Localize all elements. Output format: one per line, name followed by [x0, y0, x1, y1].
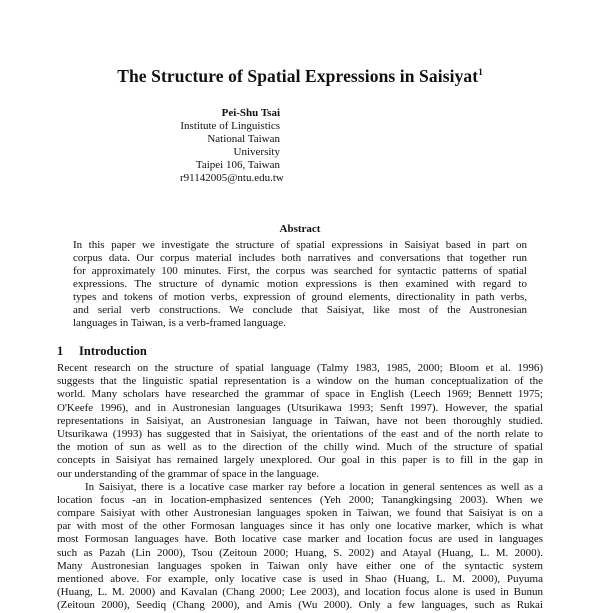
abstract-body [73, 239, 527, 330]
introduction-body [57, 362, 543, 613]
title-footnote-mark: 1 [478, 67, 483, 77]
abstract-line: types and tokens of motion verbs, expression of ground elements, directionality in path verbs, [73, 291, 527, 303]
abstract-heading: Abstract [279, 223, 321, 235]
body-line: representations in Saisiyat, an Austronesian language in Taiwan, have not been thoroughly studied. [57, 414, 543, 427]
body-line: world. Many scholars have researched the grammar of space in English (Leech 1969; Bennett 1975; [57, 388, 543, 401]
body-line: suggests that the linguistic spatial representation is a window on the human conceptualization of the [57, 375, 543, 388]
section-heading [57, 344, 147, 359]
author-block [180, 107, 284, 185]
body-line: compare Saisiyat with other Austronesian languages spoken in Taiwan, we found that Saisiyat is on a [57, 507, 543, 520]
paper-title [0, 66, 600, 87]
body-line: the motion of sun as well as to the direction of the chilly wind. Much of the structure of spatial [57, 441, 543, 454]
body-line: O'Keefe 1996), and in Austronesian languages (Utsurikawa 1993; Senft 1997). However, the spatial [57, 401, 543, 414]
section-title: Introduction [79, 344, 147, 358]
body-line: Recent research on the structure of spatial language (Talmy 1983, 1985, 2000; Bloom et al. 1996) [57, 362, 543, 374]
body-line: most Formosan languages have. Both locative case marker and location focus are used in languages [57, 533, 543, 546]
author-university: National Taiwan University [207, 133, 280, 158]
body-line: mentioned above. For example, only locative case is used in Shao (Huang, L. M. 2000), Puyuma [57, 573, 543, 585]
body-line: such as Pazah (Lin 2000), Tsou (Zeitoun 2000; Huang, S. 2002) and Atayal (Huang, L. M. 2000). [57, 546, 543, 559]
body-line: Utsurikawa (1993) has suggested that in Saisiyat, the orientations of the east and of the north relate to [57, 427, 543, 440]
section-number: 1 [57, 344, 64, 358]
author-email: r91142005@ntu.edu.tw [180, 172, 284, 184]
author-name: Pei-Shu Tsai [221, 107, 280, 119]
abstract-line: In this paper we investigate the structure of spatial expressions in Saisiyat based in part on [73, 239, 527, 251]
author-city: Taipei 106, Taiwan [195, 159, 280, 171]
body-line: (Zeitoun 2000), Seediq (Chang 2000), and Amis (Wu 2000). Only a few languages, such as Rukai [57, 599, 543, 612]
body-line: location focus -an in location-emphasized sentences (Yeh 2000; Tanangkingsing 2003). When we [57, 493, 543, 506]
body-line: concepts in Saisiyat has remained largely unexplored. Our goal in this paper is to fill in the gap in [57, 454, 543, 467]
abstract-line: for approximately 100 minutes. First, the corpus was searched for syntactic patterns of spatial [73, 265, 527, 277]
abstract-line: expressions. The structure of dynamic motion expressions is then examined with regard to [73, 278, 527, 290]
body-line: (Huang, L. M. 2000) and Kavalan (Chang 2000; Lee 2003), and location focus alone is used in Bunun [57, 586, 543, 599]
body-line: our understanding of the grammar of space in the language. [57, 467, 320, 480]
abstract-line: corpus data. Our corpus material includes both narratives and conversations that together run [73, 252, 527, 264]
body-line: In Saisiyat, there is a locative case marker ray before a location in general sentences as well as a [85, 480, 543, 493]
paper-title-text: The Structure of Spatial Expressions in Saisiyat [117, 66, 479, 86]
body-line: par with most of the other Formosan languages since it has only one locative marker, which is what [57, 520, 543, 533]
body-line: Many Austronesian languages spoken in Taiwan only have either one of the syntactic system [57, 559, 543, 572]
abstract-line: and serial verb constructions. We conclude that Saisiyat, like most of the Austronesian [73, 304, 527, 316]
abstract-line: languages in Taiwan, is a verb-framed language. [73, 317, 286, 329]
author-institute: Institute of Linguistics [180, 120, 280, 132]
